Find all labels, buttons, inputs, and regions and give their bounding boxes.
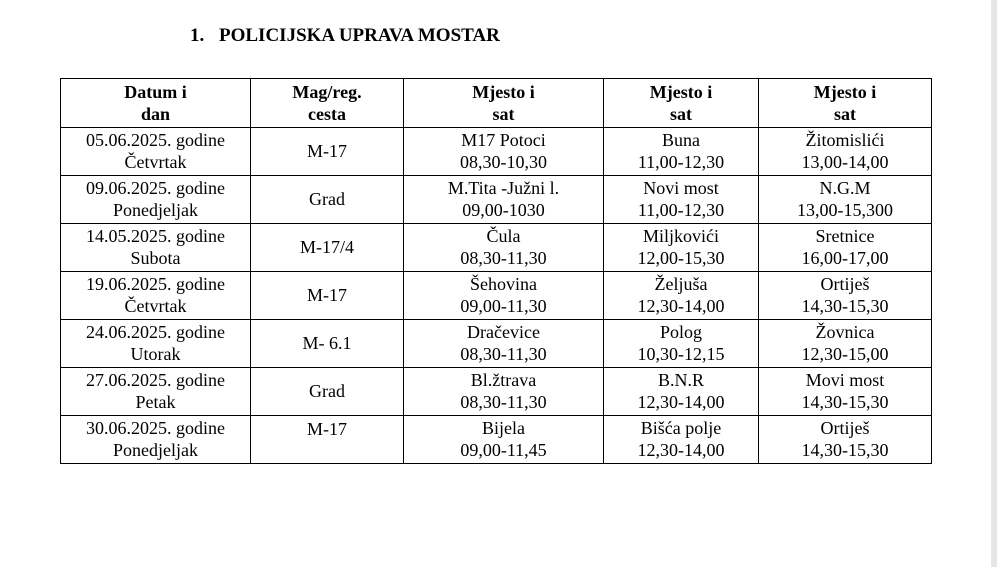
table-row: [61, 416, 932, 464]
location-2-cell: Buna 11,00-12,30: [604, 128, 759, 176]
location-1-cell: Dračevice 08,30-11,30: [404, 320, 604, 368]
location-2-cell: Miljkovići 12,00-15,30: [604, 224, 759, 272]
road-cell: M-17/4: [251, 224, 404, 272]
road-cell: M-17: [251, 272, 404, 320]
location-2-cell: Bišća polje 12,30-14,00: [604, 416, 759, 464]
date-cell: 30.06.2025. godine Ponedjeljak: [61, 416, 251, 464]
location-3-cell: Movi most 14,30-15,30: [759, 368, 932, 416]
location-3-cell: Žitomislići 13,00-14,00: [759, 128, 932, 176]
date-cell: 24.06.2025. godine Utorak: [61, 320, 251, 368]
table-row: [61, 272, 932, 320]
date-cell: 27.06.2025. godine Petak: [61, 368, 251, 416]
location-1-cell: Šehovina 09,00-11,30: [404, 272, 604, 320]
table-row: [61, 224, 932, 272]
table-row: [61, 128, 932, 176]
header-location-3: Mjesto i sat: [759, 79, 932, 128]
table-row: [61, 320, 932, 368]
location-3-cell: Ortiješ 14,30-15,30: [759, 416, 932, 464]
location-1-cell: Bijela 09,00-11,45: [404, 416, 604, 464]
location-1-cell: Čula 08,30-11,30: [404, 224, 604, 272]
location-2-cell: Polog 10,30-12,15: [604, 320, 759, 368]
location-2-cell: Novi most 11,00-12,30: [604, 176, 759, 224]
table-header-row: [61, 79, 932, 128]
page-edge-scrollbar: [991, 0, 997, 567]
road-cell: Grad: [251, 368, 404, 416]
header-road: Mag/reg. cesta: [251, 79, 404, 128]
road-cell: Grad: [251, 176, 404, 224]
location-3-cell: N.G.M 13,00-15,300: [759, 176, 932, 224]
date-cell: 19.06.2025. godine Četvrtak: [61, 272, 251, 320]
schedule-table: [60, 78, 932, 464]
location-3-cell: Ortiješ 14,30-15,30: [759, 272, 932, 320]
location-1-cell: M17 Potoci 08,30-10,30: [404, 128, 604, 176]
road-cell: M-17: [251, 128, 404, 176]
table-row: [61, 368, 932, 416]
location-3-cell: Sretnice 16,00-17,00: [759, 224, 932, 272]
date-cell: 05.06.2025. godine Četvrtak: [61, 128, 251, 176]
date-cell: 09.06.2025. godine Ponedjeljak: [61, 176, 251, 224]
document-heading: [190, 25, 500, 47]
location-1-cell: Bl.žtrava 08,30-11,30: [404, 368, 604, 416]
header-date-day: Datum i dan: [61, 79, 251, 128]
date-cell: 14.05.2025. godine Subota: [61, 224, 251, 272]
heading-number: 1.: [190, 25, 205, 46]
header-location-2: Mjesto i sat: [604, 79, 759, 128]
road-cell: M- 6.1: [251, 320, 404, 368]
location-2-cell: B.N.R 12,30-14,00: [604, 368, 759, 416]
location-2-cell: Željuša 12,30-14,00: [604, 272, 759, 320]
location-3-cell: Žovnica 12,30-15,00: [759, 320, 932, 368]
location-1-cell: M.Tita -Južni l. 09,00-1030: [404, 176, 604, 224]
header-location-1: Mjesto i sat: [404, 79, 604, 128]
road-cell: M-17: [251, 416, 404, 464]
heading-title: POLICIJSKA UPRAVA MOSTAR: [219, 25, 500, 46]
table-row: [61, 176, 932, 224]
